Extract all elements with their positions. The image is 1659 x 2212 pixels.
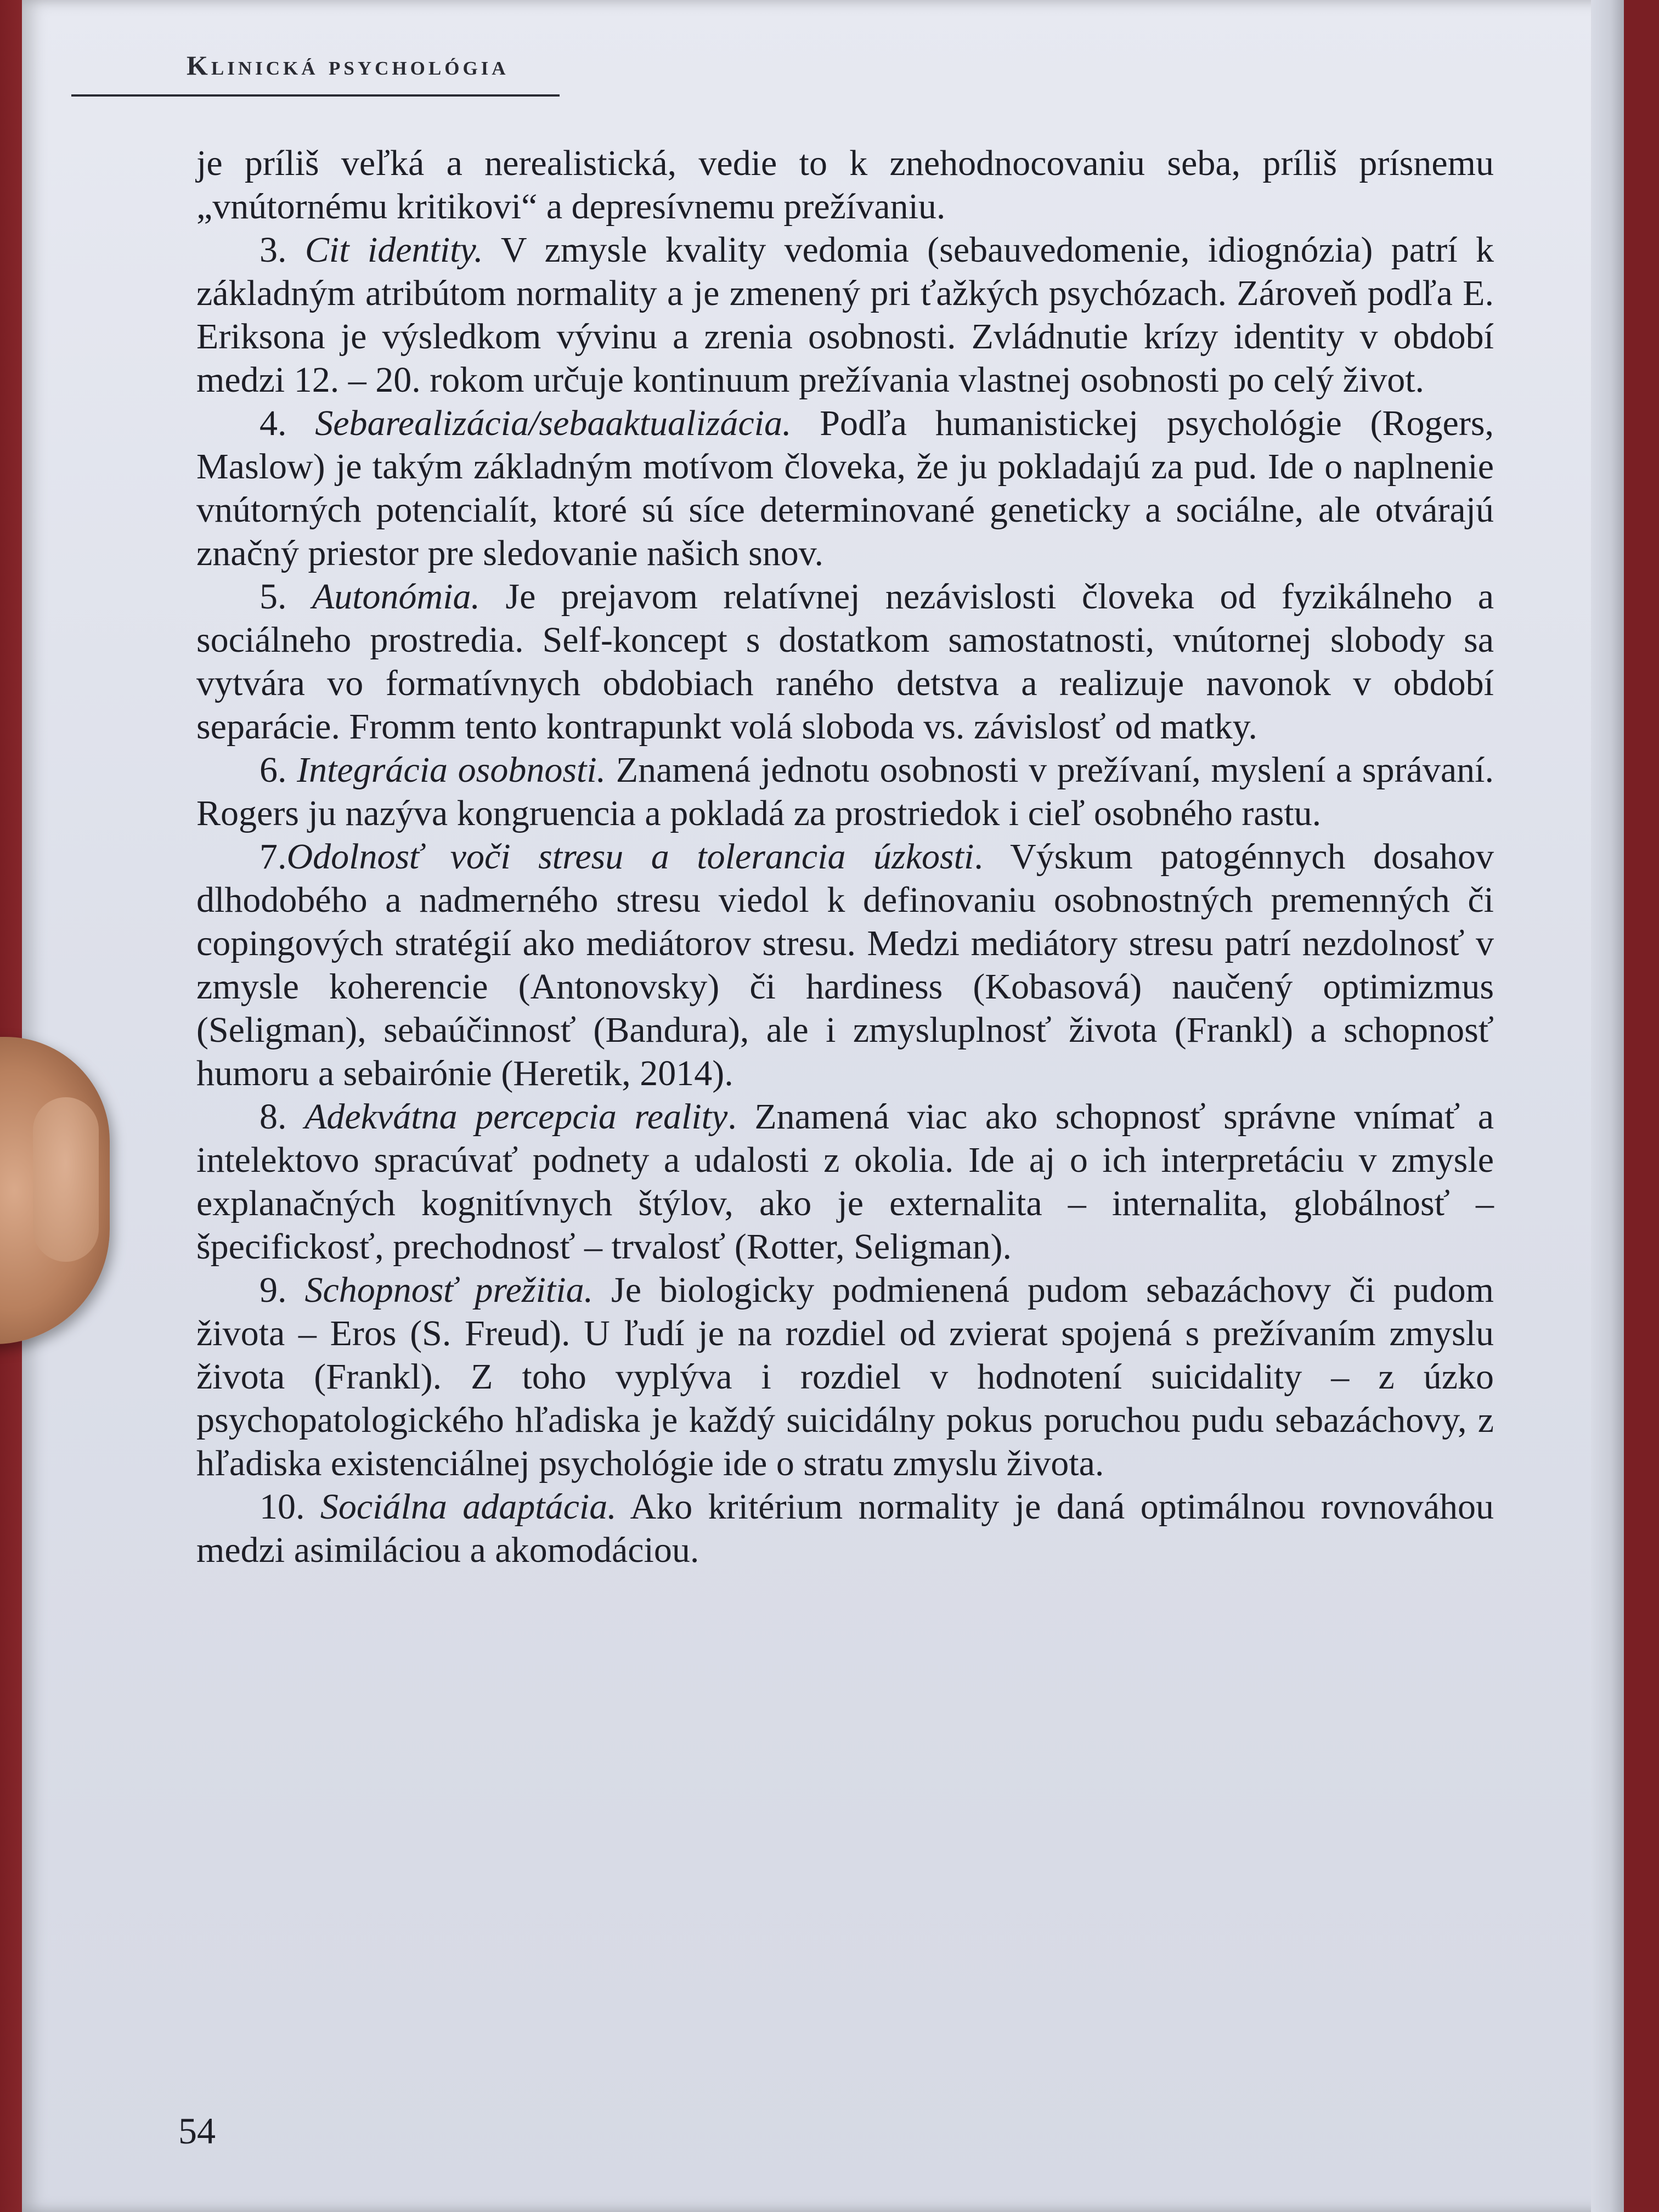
paragraph-continuation	[196, 142, 1494, 228]
item-number: 9.	[259, 1270, 305, 1310]
paragraph-text: je príliš veľká a nerealistická, vedie to k znehodnocovaniu seba, príliš prísnemu „vnútornému kritikovi“ a depresívnemu prežívaniu.	[196, 143, 1494, 227]
page-edge	[1591, 0, 1624, 2212]
item-number: 3.	[259, 230, 305, 270]
item-text: . Výskum patogénnych dosahov dlhodobého a nadmerného stresu viedol k definovaniu osobnostných premenných či copingových stratégií ako mediátorov stresu. Medzi mediátory stresu patrí nezdolnosť v zmysle koherencie (Antonovsky) či hardiness (Kobasová) naučený optimizmus (Seligman), sebaúčinnosť (Bandura), ale i zmysluplnosť života (Frankl) a schopnosť humoru a sebairónie (Heretik, 2014).	[196, 837, 1494, 1093]
item-number: 5.	[259, 577, 312, 617]
item-text: Podľa humanistickej psychológie (Rogers, Maslow) je takým základným motívom človeka, že ju pokladajú za pud. Ide o naplnenie vnútorných potencialít, ktoré sú síce determinované geneticky a sociálne, ale otvárajú značný priestor pre sledovanie našich snov.	[196, 403, 1494, 573]
list-item-cit-identity	[196, 228, 1494, 402]
item-title: Sebarealizácia/sebaaktualizácia.	[315, 403, 792, 443]
list-item-sebarealizacia	[196, 402, 1494, 575]
item-title: Schopnosť prežitia.	[304, 1270, 594, 1310]
body-text	[196, 142, 1494, 1572]
page-number: 54	[178, 2110, 216, 2152]
list-item-autonomia	[196, 575, 1494, 748]
item-text: V zmysle kvality vedomia (sebauvedomenie, idiognózia) patrí k základným atribútom normality a je zmenený pri ťažkých psychózach. Zároveň podľa E. Eriksona je výsledkom vývinu a zrenia osobnosti. Zvládnutie krízy identity v období medzi 12. – 20. rokom určuje kontinuum prežívania vlastnej osobnosti po celý život.	[196, 230, 1494, 400]
list-item-prezitie	[196, 1268, 1494, 1485]
item-number: 4.	[259, 403, 315, 443]
item-number: 8.	[259, 1097, 305, 1137]
header-rule	[71, 94, 560, 97]
item-text: Ako kritérium normality je daná optimálnou rovnováhou medzi asimiláciou a akomodáciou.	[196, 1487, 1494, 1570]
item-title: Odolnosť voči stresu a tolerancia úzkosti	[286, 837, 974, 877]
item-title: Cit identity.	[304, 230, 483, 270]
item-text: . Znamená viac ako schopnosť správne vnímať a intelektovo spracúvať podnety a udalosti z okolia. Ide aj o ich interpretáciu v zmysle explanačných kognitívnych štýlov, ako je externalita – internalita, globálnosť – špecifickosť, prechodnosť – trvalosť (Rotter, Seligman).	[196, 1097, 1494, 1267]
item-title: Integrácia osobnosti.	[297, 750, 606, 790]
item-text: Je prejavom relatívnej nezávislosti človeka od fyzikálneho a sociálneho prostredia. Self-koncept s dostatkom samostatnosti, vnútornej slobody sa vytvára vo formatívnych obdobiach raného detstva a realizuje navonok v období separácie. Fromm tento kontrapunkt volá sloboda vs. závislosť od matky.	[196, 577, 1494, 747]
list-item-integracia	[196, 748, 1494, 835]
list-item-odolnost	[196, 835, 1494, 1095]
item-number: 10.	[259, 1487, 320, 1527]
item-number: 6.	[259, 750, 297, 790]
book-page	[22, 0, 1624, 2212]
item-text: Znamená jednotu osobnosti v prežívaní, myslení a správaní. Rogers ju nazýva kongruencia a pokladá za prostriedok i cieľ osobného rastu.	[196, 750, 1494, 833]
item-title: Autonómia.	[312, 577, 481, 617]
item-text: Je biologicky podmienená pudom sebazáchovy či pudom života – Eros (S. Freud). U ľudí je na rozdiel od zvierat spojená s prežívaním zmyslu života (Frankl). Z toho vyplýva i rozdiel v hodnotení suicidality – z úzko psychopatologického hľadiska je každý suicidálny pokus poruchou pudu sebazáchovy, z hľadiska existenciálnej psychológie ide o stratu zmyslu života.	[196, 1270, 1494, 1483]
list-item-adaptacia	[196, 1485, 1494, 1572]
item-title: Adekvátna percepcia reality	[304, 1097, 728, 1137]
item-title: Sociálna adaptácia.	[320, 1487, 617, 1527]
list-item-percepcia	[196, 1095, 1494, 1268]
running-head: Klinická psychológia	[187, 50, 509, 81]
thumbnail-highlight	[33, 1097, 99, 1262]
item-number: 7.	[259, 837, 287, 877]
